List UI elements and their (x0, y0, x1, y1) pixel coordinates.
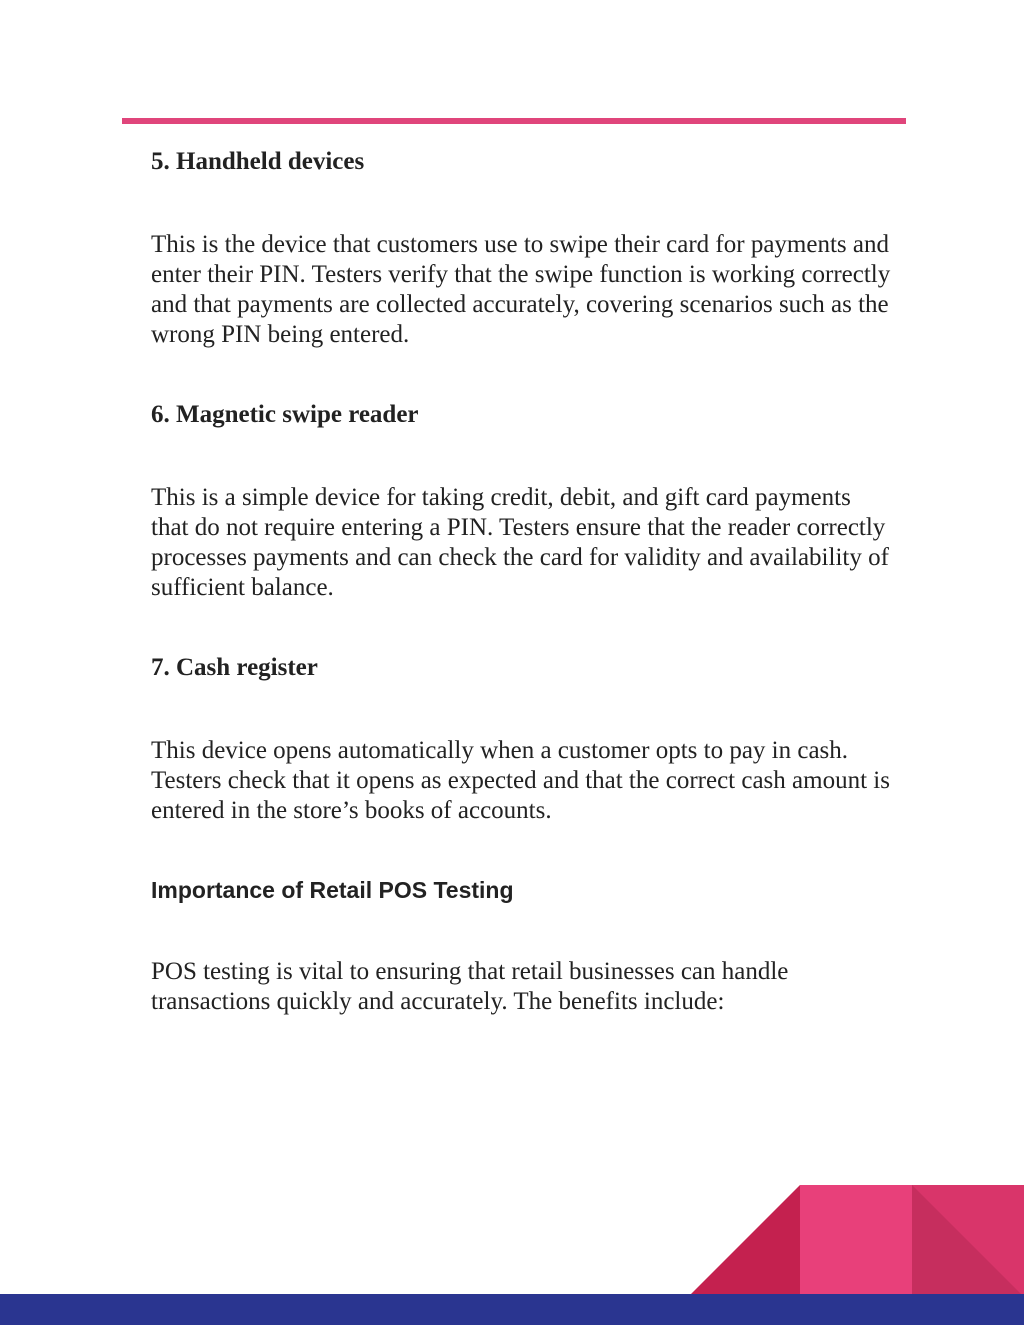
document-body (151, 146, 891, 1017)
section-body-handheld-devices: This is the device that customers use to swipe their card for payments and enter their PIN. Testers verify that the swipe function is working correctly and that payments are collected accurately, covering scenarios such as the wrong PIN being entered. (151, 231, 891, 348)
section-heading-importance: Importance of Retail POS Testing (151, 877, 514, 903)
footer-bar (0, 1294, 1024, 1325)
decor-square-pink (800, 1185, 912, 1294)
decor-triangle-dark (691, 1185, 800, 1294)
section-heading-magnetic-swipe-reader: 6. Magnetic swipe reader (151, 401, 419, 428)
section-heading-handheld-devices: 5. Handheld devices (151, 148, 365, 175)
section-heading-cash-register: 7. Cash register (151, 654, 318, 681)
section-body-cash-register: This device opens automatically when a customer opts to pay in cash. Testers check that it opens as expected and that the correct cash amount is entered in the store’s books of accounts. (151, 737, 890, 824)
section-body-importance: POS testing is vital to ensuring that retail businesses can handle transactions quickly and accurately. The benefits include: (151, 958, 789, 1015)
section-body-magnetic-swipe-reader: This is a simple device for taking credit, debit, and gift card payments that do not require entering a PIN. Testers ensure that the reader correctly processes payments and can check the card for validity and availability of sufficient balance. (151, 484, 889, 601)
top-divider (122, 118, 906, 124)
corner-decoration (691, 1185, 1024, 1294)
